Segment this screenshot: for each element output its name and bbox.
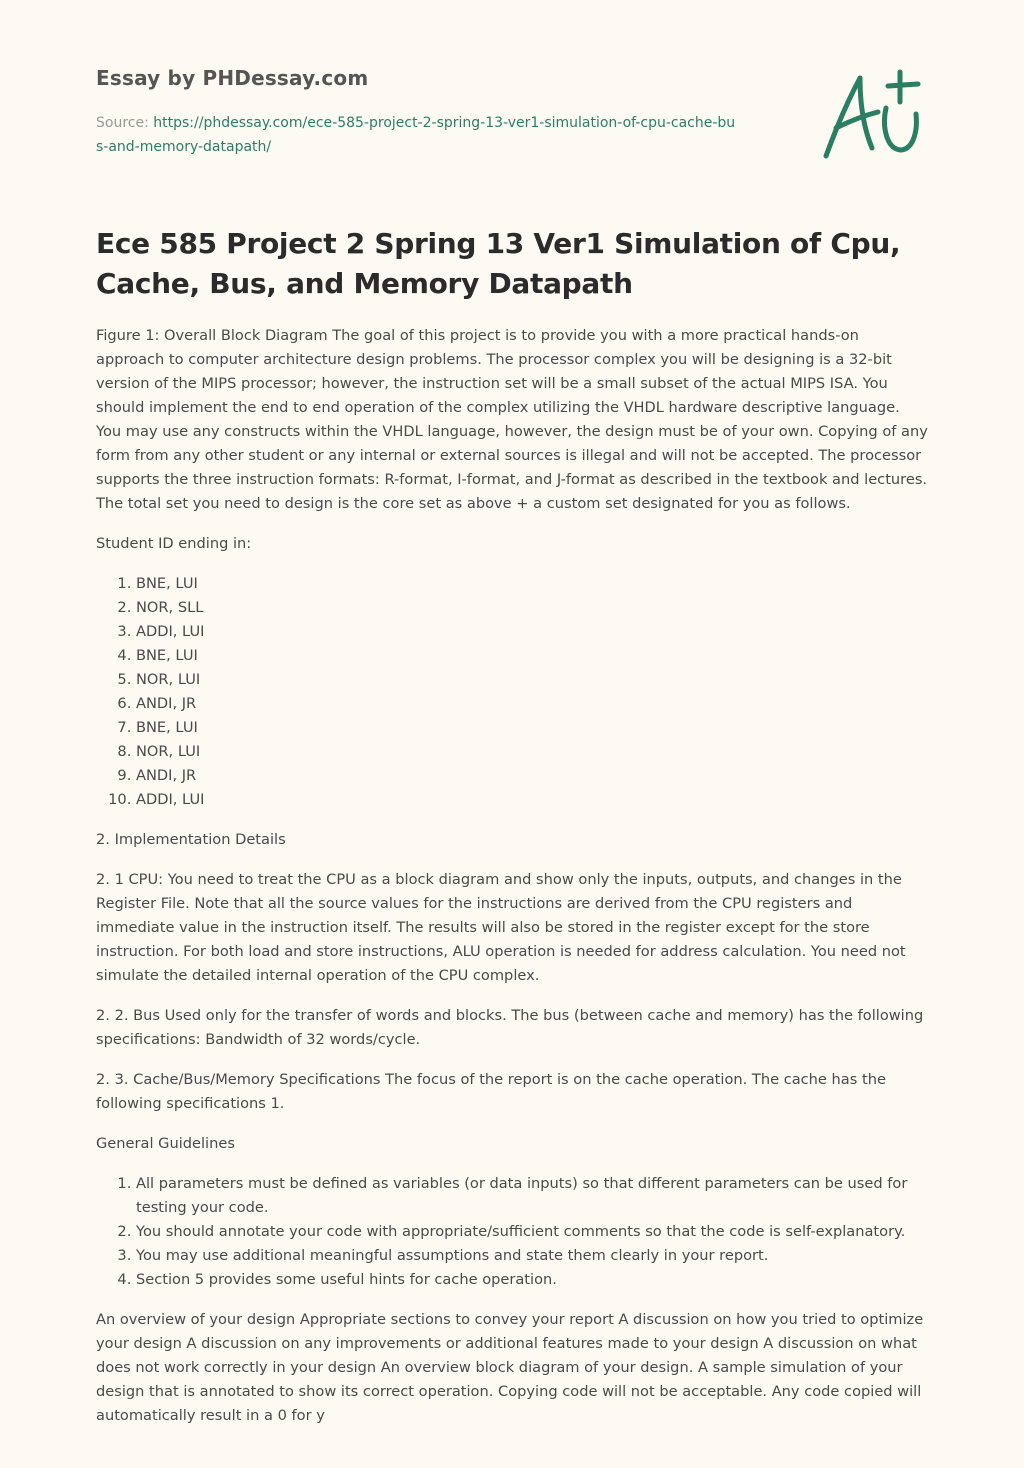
bus-paragraph: 2. 2. Bus Used only for the transfer of words and blocks. The bus (between cache and memory) has the following specifications: Bandwidth of 32 words/cycle.	[96, 1007, 924, 1048]
list-item: 6. ANDI, JR	[136, 692, 928, 716]
list-item: 10. ADDI, LUI	[136, 788, 928, 812]
intro-paragraph: Figure 1: Overall Block Diagram The goal of this project is to provide you with a more practical hands-on approach to computer architecture design problems. The processor complex you will be designing is a 32-bit version of the MIPS processor; however, the instruction set will be a small subset of the actual MIPS ISA. You should implement the end to end operation of the complex utilizing the VHDL hardware descriptive language. You may use any constructs within the VHDL language, however, the design must be of your own. Copying of any form from any other student or any internal or external sources is illegal and will not be accepted. The processor supports the three instruction formats: R-format, I-format, and J-format as described in the textbook and lectures. The total set you need to design is the core set as above + a custom set designated for you as follows.	[96, 327, 928, 512]
article-body	[96, 324, 928, 1444]
cpu-paragraph: 2. 1 CPU: You need to treat the CPU as a block diagram and show only the inputs, outputs, and changes in the Register File. Note that all the source values for the instructions are derived from the CPU registers and immediate value in the instruction itself. The results will also be stored in the register except for the store instruction. For both load and store instructions, ALU operation is needed for address calculation. You need not simulate the detailed internal operation of the CPU complex.	[96, 871, 906, 984]
article-title: Ece 585 Project 2 Spring 13 Ver1 Simulation of Cpu, Cache, Bus, and Memory Datapath	[96, 227, 901, 300]
site-brand: Essay by PHDessay.com	[96, 66, 369, 90]
source-label: Source:	[96, 115, 154, 131]
list-item: 1. All parameters must be defined as variables (or data inputs) so that different parameters can be used for testing your code.	[136, 1172, 928, 1220]
student-id-label: Student ID ending in:	[96, 535, 252, 552]
list-item: 8. NOR, LUI	[136, 740, 928, 764]
guidelines-list	[96, 1172, 928, 1292]
list-item: 1. BNE, LUI	[136, 572, 928, 596]
list-item: 5. NOR, LUI	[136, 668, 928, 692]
implementation-heading: 2. Implementation Details	[96, 831, 286, 848]
list-item: 9. ANDI, JR	[136, 764, 928, 788]
list-item: 4. Section 5 provides some useful hints for cache operation.	[136, 1268, 928, 1292]
student-id-list	[96, 572, 928, 812]
closing-paragraph: An overview of your design Appropriate sections to convey your report A discussion on how you tried to optimize your design A discussion on any improvements or additional features made to your design A discussion on what does not work correctly in your design An overview block diagram of your design. A sample simulation of your design that is annotated to show its correct operation. Copying code will not be acceptable. Any code copied will automatically result in a 0 for y	[96, 1311, 924, 1424]
list-item: 2. You should annotate your code with appropriate/sufficient comments so that the code is self-explanatory.	[136, 1220, 928, 1244]
list-item: 3. You may use additional meaningful assumptions and state them clearly in your report.	[136, 1244, 928, 1268]
source-line	[96, 111, 736, 159]
a-plus-logo-icon	[820, 68, 924, 164]
list-item: 2. NOR, SLL	[136, 596, 928, 620]
list-item: 7. BNE, LUI	[136, 716, 928, 740]
source-link[interactable]: https://phdessay.com/ece-585-project-2-spring-13-ver1-simulation-of-cpu-cache-bus-and-memory-datapath/	[96, 115, 736, 155]
guidelines-heading: General Guidelines	[96, 1135, 235, 1152]
list-item: 3. ADDI, LUI	[136, 620, 928, 644]
cache-paragraph: 2. 3. Cache/Bus/Memory Specifications The focus of the report is on the cache operation. The cache has the following specifications 1.	[96, 1071, 886, 1112]
list-item: 4. BNE, LUI	[136, 644, 928, 668]
